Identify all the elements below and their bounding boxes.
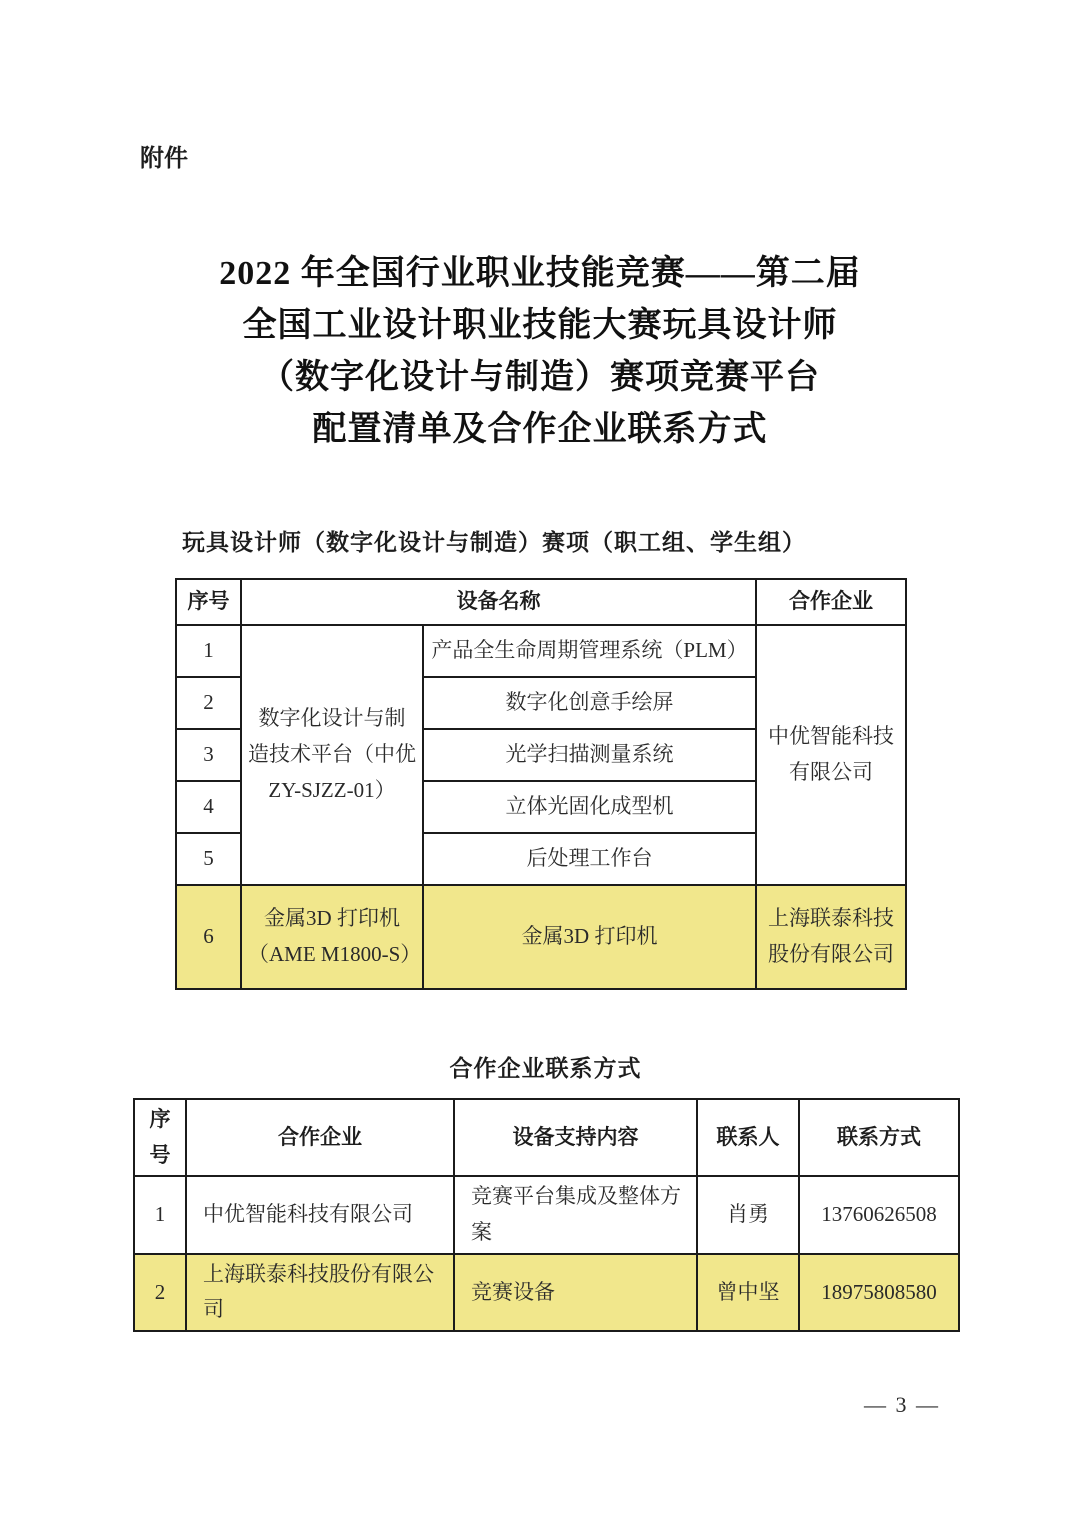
equipment-row-no: 5 [176,833,241,885]
equipment-highlight-row [176,885,906,989]
equipment-section-title: 玩具设计师（数字化设计与制造）赛项（职工组、学生组） [182,529,806,555]
contact-row-phone: 13760626508 [799,1176,959,1253]
title-line-4: 配置清单及合作企业联系方式 [312,411,768,448]
equipment-row-no: 4 [176,781,241,833]
contact-table [133,1098,960,1332]
equipment-row-device: 立体光固化成型机 [423,781,756,833]
equipment-platform-merged-cell: 数字化设计与制 造技术平台（中优 ZY-SJZZ-01） [241,625,423,885]
contact-header-phone: 联系方式 [799,1099,959,1176]
equipment-row-device: 产品全生命周期管理系统（PLM） [423,625,756,677]
contact-header-support: 设备支持内容 [454,1099,697,1176]
equipment-row-no: 1 [176,625,241,677]
equipment-partner-merged-cell: 中优智能科技 有限公司 [756,625,906,885]
equipment-row-platform: 金属3D 打印机 （AME M1800-S） [241,885,423,989]
contact-row-contact: 肖勇 [697,1176,799,1253]
equipment-row-no: 6 [176,885,241,989]
document-title [70,248,1010,456]
contact-header-contact: 联系人 [697,1099,799,1176]
contact-row-phone: 18975808580 [799,1254,959,1331]
equipment-header-partner: 合作企业 [756,579,906,625]
equipment-row-no: 2 [176,677,241,729]
equipment-row-partner: 上海联泰科技 股份有限公司 [756,885,906,989]
contact-row-no: 1 [134,1176,186,1253]
title-line-2: 全国工业设计职业技能大赛玩具设计师 [242,307,838,344]
equipment-row-device: 光学扫描测量系统 [423,729,756,781]
contact-row-contact: 曾中坚 [697,1254,799,1331]
contact-row-support: 竞赛设备 [454,1254,697,1331]
equipment-header-row [176,579,906,625]
equipment-header-no: 序号 [176,579,241,625]
table-row [176,625,906,677]
equipment-row-no: 3 [176,729,241,781]
equipment-header-device: 设备名称 [241,579,756,625]
equipment-row-device: 后处理工作台 [423,833,756,885]
equipment-row-device: 金属3D 打印机 [423,885,756,989]
contact-header-company: 合作企业 [186,1099,454,1176]
contact-highlight-row [134,1254,959,1331]
contact-row-company: 上海联泰科技股份有限公司 [186,1254,454,1331]
contact-section-title: 合作企业联系方式 [449,1055,642,1081]
contact-row-company: 中优智能科技有限公司 [186,1176,454,1253]
equipment-row-device: 数字化创意手绘屏 [423,677,756,729]
table-row [134,1176,959,1253]
title-line-1: 2022 年全国行业职业技能竞赛——第二届 [219,255,861,292]
attachment-label: 附件 [140,145,188,172]
contact-header-row [134,1099,959,1176]
page-number: — 3 — [864,1392,940,1417]
contact-header-no: 序号 [134,1099,186,1176]
equipment-table [175,578,907,990]
contact-row-support: 竞赛平台集成及整体方案 [454,1176,697,1253]
title-line-3: （数字化设计与制造）赛项竞赛平台 [260,359,820,396]
contact-row-no: 2 [134,1254,186,1331]
